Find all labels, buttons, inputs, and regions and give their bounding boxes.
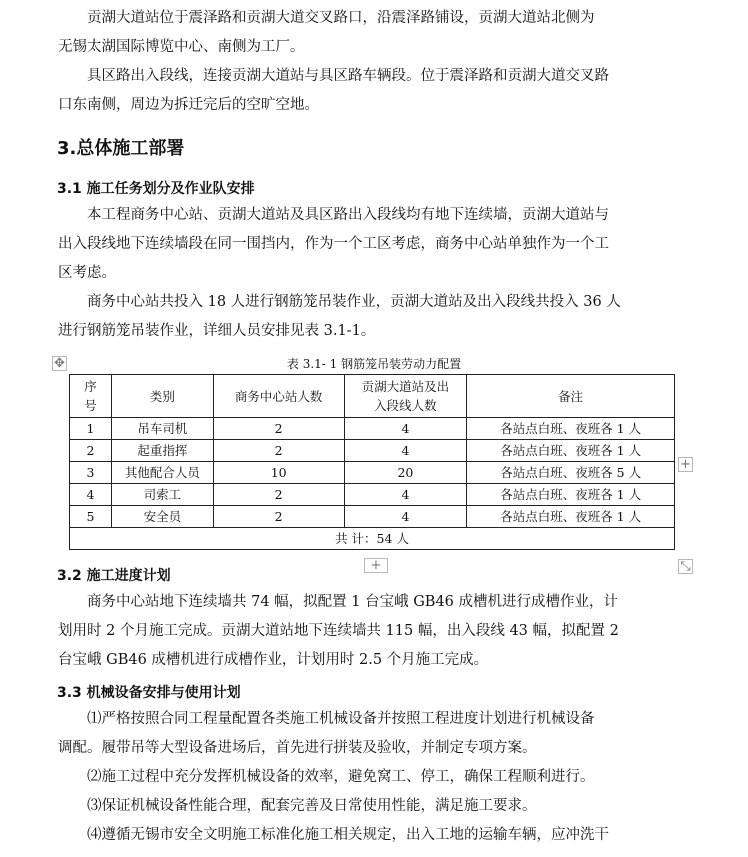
table-cell: 各站点白班、夜班各 1 人 — [467, 506, 675, 528]
subsection-heading: 3.1 施工任务划分及作业队安排 — [57, 181, 255, 197]
table-resize-handle-icon[interactable]: ⤡ — [678, 559, 693, 574]
table-total-row — [70, 528, 675, 550]
table-cell: 1 — [70, 418, 112, 440]
paragraph-line: 出入段线地下连续墙段在同一围挡内，作为一个工区考虑，商务中心站单独作为一个工 — [58, 236, 609, 252]
labor-table — [69, 374, 675, 550]
table-cell: 4 — [344, 484, 467, 506]
table-cell: 安全员 — [111, 506, 213, 528]
table-cell: 4 — [344, 506, 467, 528]
paragraph-line: 口东南侧，周边为拆迁完后的空旷空地。 — [58, 97, 319, 113]
paragraph-line: 无锡太湖国际博览中心、南侧为工厂。 — [58, 39, 305, 55]
table-cell: 各站点白班、夜班各 1 人 — [467, 484, 675, 506]
table-row — [70, 440, 675, 462]
table-cell: 其他配合人员 — [111, 462, 213, 484]
table-cell: 4 — [344, 440, 467, 462]
header-gonghu-line1: 贡湖大道站及出 — [361, 379, 450, 394]
table-row — [70, 484, 675, 506]
paragraph-line: 商务中心站共投入 18 人进行钢筋笼吊装作业，贡湖大道站及出入段线共投入 36 人 — [87, 294, 621, 310]
subsection-heading: 3.3 机械设备安排与使用计划 — [57, 685, 241, 701]
table-cell: 5 — [70, 506, 112, 528]
header-type: 类别 — [111, 375, 213, 418]
paragraph-line: ⑵施工过程中充分发挥机械设备的效率，避免窝工、停工，确保工程顺利进行。 — [87, 769, 595, 785]
table-caption: 表 3.1- 1 钢筋笼吊装劳动力配置 — [286, 357, 462, 371]
paragraph-line: 台宝峨 GB46 成槽机进行成槽作业，计划用时 2.5 个月施工完成。 — [58, 652, 489, 668]
paragraph-line: 区考虑。 — [58, 265, 116, 281]
table-cell: 20 — [344, 462, 467, 484]
header-no-line1: 序 — [84, 379, 97, 394]
table-total: 共 计：54 人 — [70, 528, 675, 550]
header-gonghu-line2: 入段线人数 — [374, 398, 437, 413]
table-cell: 各站点白班、夜班各 1 人 — [467, 418, 675, 440]
header-no-line2: 号 — [84, 398, 97, 413]
section-heading: 3.总体施工部署 — [57, 138, 185, 159]
add-row-icon[interactable]: + — [364, 558, 388, 573]
table-cell: 各站点白班、夜班各 1 人 — [467, 440, 675, 462]
table-cell: 2 — [213, 506, 344, 528]
table-cell: 2 — [70, 440, 112, 462]
table-cell: 2 — [213, 440, 344, 462]
paragraph-line: 商务中心站地下连续墙共 74 幅，拟配置 1 台宝峨 GB46 成槽机进行成槽作业，计 — [87, 594, 619, 610]
header-shangwu: 商务中心站人数 — [213, 375, 344, 418]
table-cell: 3 — [70, 462, 112, 484]
table-cell: 2 — [213, 484, 344, 506]
header-no — [70, 375, 112, 418]
paragraph-line: 本工程商务中心站、贡湖大道站及具区路出入段线均有地下连续墙，贡湖大道站与 — [87, 207, 609, 223]
table-row — [70, 506, 675, 528]
header-gonghu — [344, 375, 467, 418]
paragraph-line: ⑶保证机械设备性能合理，配套完善及日常使用性能，满足施工要求。 — [87, 798, 537, 814]
table-cell: 4 — [70, 484, 112, 506]
table-cell: 吊车司机 — [111, 418, 213, 440]
table-cell: 2 — [213, 418, 344, 440]
paragraph-line: 划用时 2 个月施工完成。贡湖大道站地下连续墙共 115 幅，出入段线 43 幅，拟配置 2 — [58, 623, 619, 639]
table-row — [70, 462, 675, 484]
table-header-row — [70, 375, 675, 418]
header-note: 备注 — [467, 375, 675, 418]
table-move-handle-icon[interactable]: ✥ — [52, 356, 67, 371]
paragraph-line: ⑴严格按照合同工程量配置各类施工机械设备并按照工程进度计划进行机械设备 — [87, 711, 595, 727]
table-cell: 司索工 — [111, 484, 213, 506]
subsection-heading: 3.2 施工进度计划 — [57, 568, 171, 584]
table-row — [70, 418, 675, 440]
paragraph-line: 调配。履带吊等大型设备进场后，首先进行拼装及验收，并制定专项方案。 — [58, 740, 537, 756]
paragraph-line: 贡湖大道站位于震泽路和贡湖大道交叉路口，沿震泽路铺设，贡湖大道站北侧为 — [87, 10, 595, 26]
paragraph-line: 进行钢筋笼吊装作业，详细人员安排见表 3.1-1。 — [58, 323, 376, 339]
table-cell: 10 — [213, 462, 344, 484]
table-cell: 4 — [344, 418, 467, 440]
paragraph-line: ⑷遵循无锡市安全文明施工标准化施工相关规定，出入工地的运输车辆，应冲洗干 — [87, 827, 609, 843]
add-column-icon[interactable]: + — [678, 457, 693, 472]
table-cell: 起重指挥 — [111, 440, 213, 462]
paragraph-line: 具区路出入段线，连接贡湖大道站与具区路车辆段。位于震泽路和贡湖大道交叉路 — [87, 68, 609, 84]
table-cell: 各站点白班、夜班各 5 人 — [467, 462, 675, 484]
